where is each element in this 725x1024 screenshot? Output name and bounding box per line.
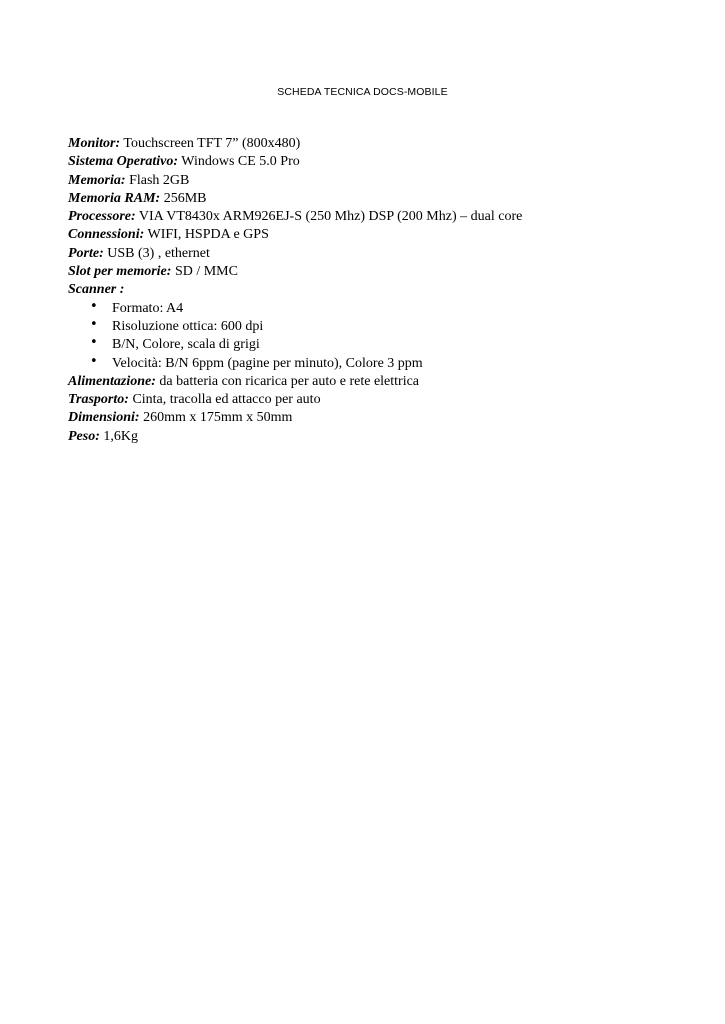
spec-label: Processore: xyxy=(68,209,136,225)
spec-value: Cinta, tracolla ed attacco per auto xyxy=(128,392,321,408)
spec-label: Monitor: xyxy=(68,136,121,151)
spec-label: Trasporto: xyxy=(68,392,129,408)
list-item-text: B/N, Colore, scala di grigi xyxy=(112,337,260,353)
scanner-bullet-list xyxy=(68,300,688,373)
spec-weight xyxy=(68,428,688,446)
list-item xyxy=(68,300,688,318)
spec-label: Memoria RAM: xyxy=(68,190,161,206)
spec-label: Slot per memorie: xyxy=(68,264,172,280)
spec-processor xyxy=(68,208,688,226)
spec-value: SD / MMC xyxy=(171,264,238,280)
list-item xyxy=(68,355,688,373)
spec-memory-slots xyxy=(68,263,688,281)
spec-label: Connessioni: xyxy=(68,227,145,243)
spec-label: Porte: xyxy=(68,245,104,261)
list-item xyxy=(68,318,688,336)
spec-label: Alimentazione: xyxy=(68,373,156,389)
spec-label: Dimensioni: xyxy=(68,410,140,426)
bullet-icon: • xyxy=(90,316,98,332)
list-item-text: Velocità: B/N 6ppm (pagine per minuto), Colore 3 ppm xyxy=(112,355,423,371)
spec-ports xyxy=(68,245,688,263)
spec-value: VIA VT8430x ARM926EJ-S (250 Mhz) DSP (200 Mhz) – dual core xyxy=(135,209,523,225)
spec-value: WIFI, HSPDA e GPS xyxy=(144,227,269,243)
list-item-text: Formato: A4 xyxy=(112,300,184,316)
document-title: SCHEDA TECNICA DOCS-MOBILE xyxy=(277,86,448,98)
spec-value: 256MB xyxy=(160,190,207,206)
spec-value: Windows CE 5.0 Pro xyxy=(178,154,300,170)
spec-value: da batteria con ricarica per auto e rete elettrica xyxy=(155,373,420,389)
spec-monitor xyxy=(68,135,688,153)
bullet-icon: • xyxy=(90,353,98,369)
spec-label: Scanner : xyxy=(68,282,125,298)
bullet-icon: • xyxy=(90,335,98,351)
spec-memory xyxy=(68,172,688,190)
spec-list xyxy=(68,135,688,446)
spec-transport xyxy=(68,391,688,409)
spec-value: USB (3) , ethernet xyxy=(103,245,210,261)
spec-value: Flash 2GB xyxy=(125,172,190,188)
spec-power-supply xyxy=(68,373,688,391)
spec-value: Touchscreen TFT 7” (800x480) xyxy=(120,136,301,151)
spec-ram xyxy=(68,190,688,208)
spec-operating-system xyxy=(68,153,688,171)
spec-value: 260mm x 175mm x 50mm xyxy=(139,410,293,426)
spec-dimensions xyxy=(68,409,688,427)
spec-connections xyxy=(68,226,688,244)
spec-value: 1,6Kg xyxy=(99,428,139,444)
spec-label: Memoria: xyxy=(68,172,126,188)
spec-label: Sistema Operativo: xyxy=(68,154,179,170)
spec-label: Peso: xyxy=(68,428,100,444)
list-item xyxy=(68,336,688,354)
spec-scanner xyxy=(68,281,688,299)
bullet-icon: • xyxy=(90,298,98,314)
list-item-text: Risoluzione ottica: 600 dpi xyxy=(112,318,264,334)
